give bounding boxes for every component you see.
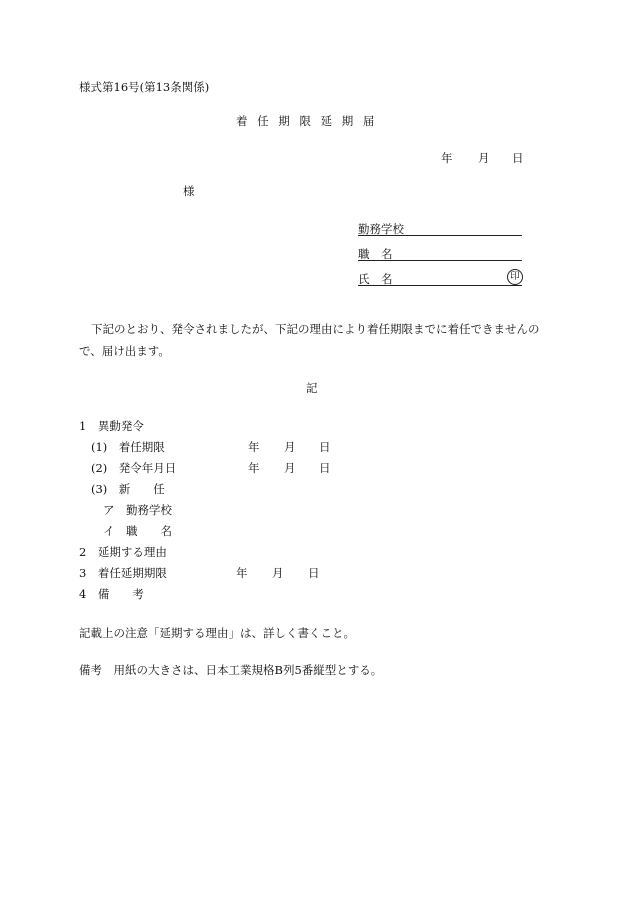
item-1-2-day: 日 — [319, 461, 331, 475]
item-1-1-day: 日 — [319, 440, 331, 454]
post-field — [358, 249, 522, 261]
item-1-3-b: イ 職 名 — [103, 524, 172, 538]
date-year-label: 年 — [441, 151, 453, 165]
date-month-label: 月 — [478, 151, 490, 165]
item-1-2-label: (2) 発令年月日 — [91, 461, 177, 475]
note-instructions: 記載上の注意「延期する理由」は、詳しく書くこと。 — [79, 626, 355, 640]
item-2: 2 延期する理由 — [79, 545, 167, 559]
date-day-label: 日 — [512, 151, 524, 165]
item-1-1-year: 年 — [248, 440, 260, 454]
school-field — [358, 224, 522, 236]
item-1-3-label: (3) 新 任 — [91, 482, 165, 496]
item-1: 1 異動発令 — [79, 419, 144, 433]
item-3-label: 3 着任延期期限 — [79, 566, 167, 580]
ki-heading: 記 — [306, 381, 318, 395]
name-label: 氏 名 — [358, 272, 393, 286]
post-label: 職 名 — [358, 247, 393, 261]
form-number: 様式第16号(第13条関係) — [79, 80, 210, 94]
item-1-1-label: (1) 着任期限 — [91, 440, 165, 454]
item-4: 4 備 考 — [79, 587, 144, 601]
item-1-2-month: 月 — [284, 461, 296, 475]
item-1-1-month: 月 — [284, 440, 296, 454]
item-3-month: 月 — [272, 566, 284, 580]
item-1-3-a: ア 勤務学校 — [103, 503, 172, 517]
item-1-2-year: 年 — [248, 461, 260, 475]
note-paper-size: 備考 用紙の大きさは、日本工業規格B列5番縦型とする。 — [79, 663, 383, 677]
addressee-suffix: 様 — [183, 184, 195, 198]
seal-mark: 印 — [507, 269, 523, 285]
body-text-line2: で、届け出ます。 — [79, 344, 170, 358]
body-text-line1: 下記のとおり、発令されましたが、下記の理由により着任期限までに着任できませんの — [91, 322, 540, 336]
page-title: 着 任 期 限 延 期 届 — [236, 114, 375, 128]
name-field — [358, 274, 522, 286]
school-label: 勤務学校 — [358, 222, 404, 236]
item-3-day: 日 — [308, 566, 320, 580]
item-3-year: 年 — [236, 566, 248, 580]
